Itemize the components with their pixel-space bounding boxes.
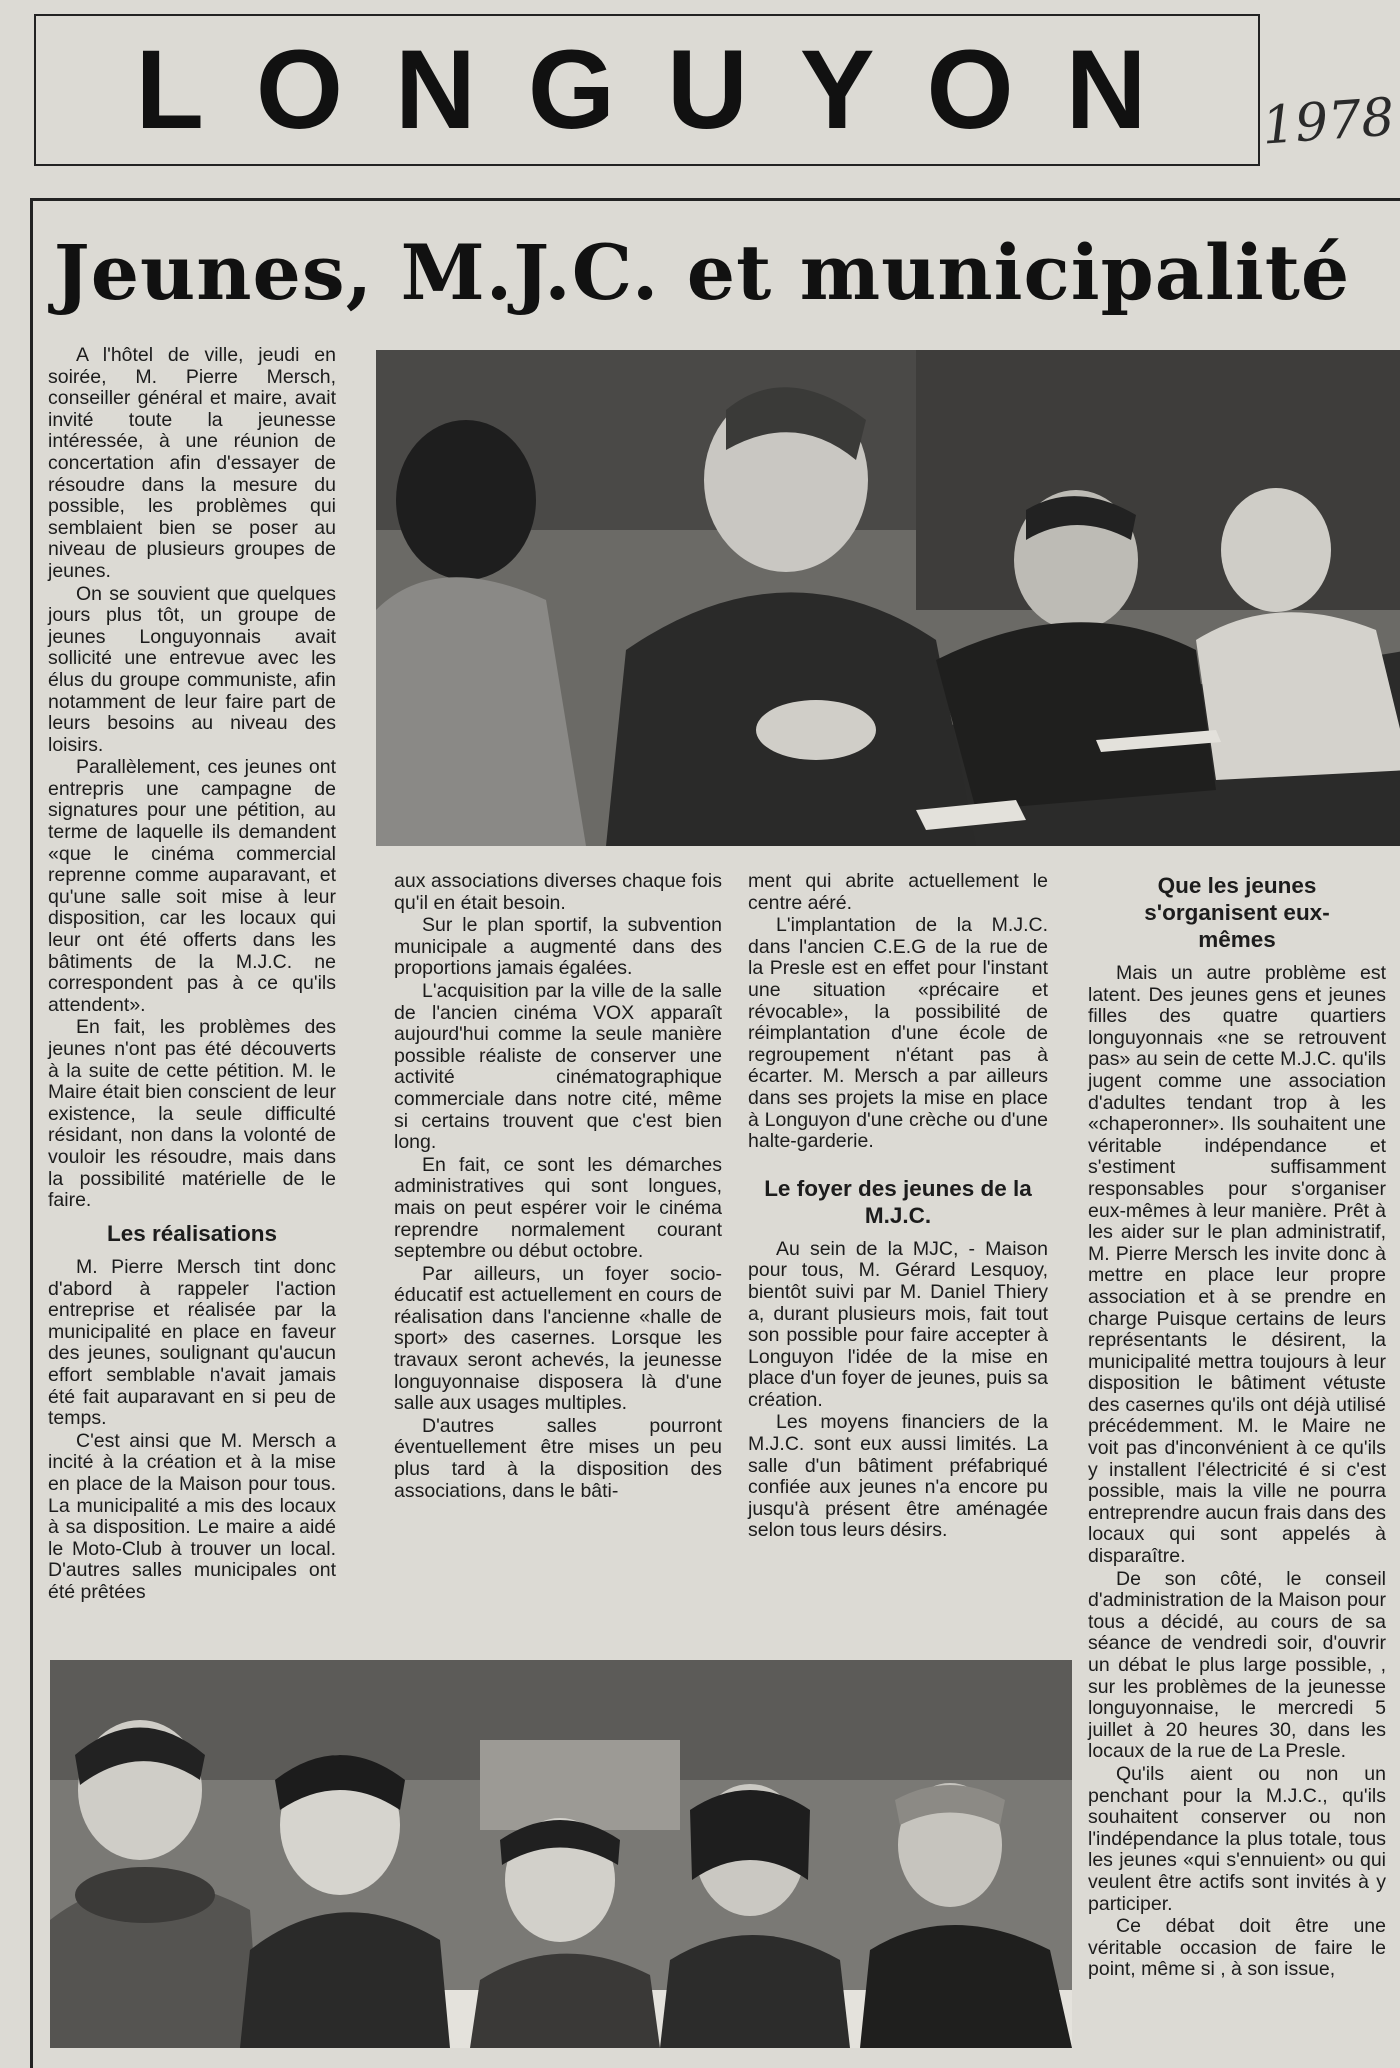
paragraph: L'implantation de la M.J.C. dans l'ancien C.E.G de la rue de la Presle est en effet pour l'instant une situation «précaire et révocable», la possibilité de réimplantation d'une école de regroupement n'étant pas à écarter. M. Mersch a par ailleurs dans ses projets la mise en place à Longuyon d'une crèche ou d'une halte-garderie. [748,914,1048,1153]
paragraph: Par ailleurs, un foyer socio-éducatif est actuellement en cours de réalisation dans l'ancienne «halle de sport» des casernes. Lorsque les travaux seront achevés, la jeunesse longuyonnaise disposera là d'une salle aux usages multiples. [394,1262,722,1415]
subheading-foyer: Le foyer des jeunes de la M.J.C. [764,1175,1032,1228]
paragraph: A l'hôtel de ville, jeudi en soirée, M. Pierre Mersch, conseiller général et maire, avait invité toute la jeunesse intéressée, à une réunion de concertation afin d'essayer de résoudre dans la mesure du possible, les problèmes qui semblaient bien se poser au niveau de plusieurs groupes de jeunes. [48,344,336,582]
paragraph: C'est ainsi que M. Mersch a incité à la création et à la mise en place de la Maison pour tous. La municipalité a mis des locaux à sa disposition. Le maire a aidé le Moto-Club à trouver un local. D'autres salles municipales ont été prêtées [48,1429,336,1603]
paragraph: Qu'ils aient ou non un penchant pour la M.J.C., qu'ils souhaitent conserver ou non l'indépendance la plus totale, tous les jeunes «qui s'ennuient» ou qui veulent être actifs sont invités à y participer. [1088,1762,1386,1915]
paragraph: En fait, ce sont les démarches administratives qui sont longues, mais on peut espérer voir le cinéma reprendre normalement courant septembre ou début octobre. [394,1153,722,1263]
paragraph: De son côté, le conseil d'administration de la Maison pour tous a décidé, au cours de sa séance de vendredi soir, d'ouvrir un débat le plus large possible, , sur les problèmes de la jeunesse longuyonnaise, le mercredi 5 juillet à 20 heures 30, dans les locaux de la rue de La Presle. [1088,1567,1386,1763]
masthead [34,14,1260,166]
subheading-jeunes: Que les jeunes s'organisent eux-mêmes [1144,873,1330,952]
handwritten-year: 1978 [1260,87,1397,157]
paragraph: Parallèlement, ces jeunes ont entrepris une campagne de signatures pour une pétition, au terme de laquelle ils demandent «que le cinéma commercial reprenne comme auparavant, et qu'une salle soit mise à leur disposition, car les locaux qui leur ont été offerts dans les bâtiments de la M.J.C. ne correspondent pas à ce qu'ils attendent». [48,756,336,1016]
paragraph: Les moyens financiers de la M.J.C. sont eux aussi limités. La salle d'un bâtiment préfabriqué confiée aux jeunes n'a encore pu jusqu'à présent être aménagée selon tous leurs désirs. [748,1411,1048,1542]
paragraph: aux associations diverses chaque fois qu'il en était besoin. [394,870,722,914]
paragraph: D'autres salles pourront éventuellement être mises un peu plus tard à la disposition des associations, dans le bâti- [394,1414,722,1502]
paragraph: Ce débat doit être une véritable occasion de faire le point, même si , à son issue, [1088,1915,1386,1981]
column-1 [48,345,336,1213]
paragraph: Mais un autre problème est latent. Des jeunes gens et jeunes filles des quatre quartiers longuyonnais «ne se retrouvent pas» au sein de cette M.J.C. qu'ils jugent comme une association d'adultes tendant trop à les «chaperonner». Ils souhaitent une véritable indépendance et s'estiment suffisamment responsables pour s'organiser eux-mêmes à leur manière. Prêt à les aider sur le plan administratif, M. Pierre Mersch les invite donc à mettre en place leur propre association et à se prendre en charge Puisque certains de leurs représentants le désirent, la municipalité mettra toujours à leur disposition le bâtiment vétuste des casernes qu'ils ont déjà utilisé précédemment. M. le Maire ne voit pas d'inconvénient à ce qu'ils y installent l'électricité é si c'est possible, mais la ville ne pourra entreprendre aucun frais dans des locaux qui sont appelés à disparaître. [1088,962,1386,1568]
paragraph: ment qui abrite actuellement le centre aéré. [748,870,1048,914]
photo-officials-meeting [376,350,1400,846]
paragraph: M. Pierre Mersch tint donc d'abord à rappeler l'action entreprise et réalisée par la municipalité en place en faveur des jeunes, soulignant qu'aucun effort semblable n'avait jamais été fait auparavant en si peu de temps. [48,1256,336,1430]
column-3 [748,871,1048,1543]
paragraph: On se souvient que quelques jours plus tôt, un groupe de jeunes Longuyonnais avait sollicité une entrevue avec les élus du groupe communiste, afin notamment de leur faire part de leurs besoins au niveau des loisirs. [48,582,336,756]
paragraph: En fait, les problèmes des jeunes n'ont pas été découverts à la suite de cette pétition. M. le Maire était bien conscient de leur existence, la seule difficulté résidant, non dans la volonté de vouloir les résoudre, mais dans la possibilité matérielle de le faire. [48,1016,336,1212]
headline: Jeunes, M.J.C. et municipalité [53,228,1351,317]
paragraph: Au sein de la MJC, - Maison pour tous, M. Gérard Lesquoy, bientôt suivi par M. Daniel Thiery a, durant plusieurs mois, fait tout son possible pour faire accepter à Longuyon l'idée de la mise en place d'un foyer de jeunes, puis sa création. [748,1237,1048,1411]
paragraph: L'acquisition par la ville de la salle de l'ancien cinéma VOX apparaît aujourd'hui comme la seule manière possible réaliste de conserver une activité cinématographique commerciale dans notre cité, même si certains trouvent que c'est bien long. [394,979,722,1154]
column-2 [394,871,722,1503]
subheading-realisations: Les réalisations [106,1221,278,1246]
photo-young-people [50,1660,1072,2048]
column-4 [1088,872,1386,1982]
column-1-realisations [48,1212,336,1605]
paragraph: Sur le plan sportif, la subvention municipale a augmenté dans des proportions jamais égalées. [394,914,722,980]
masthead-title: LONGUYON [135,27,1199,152]
